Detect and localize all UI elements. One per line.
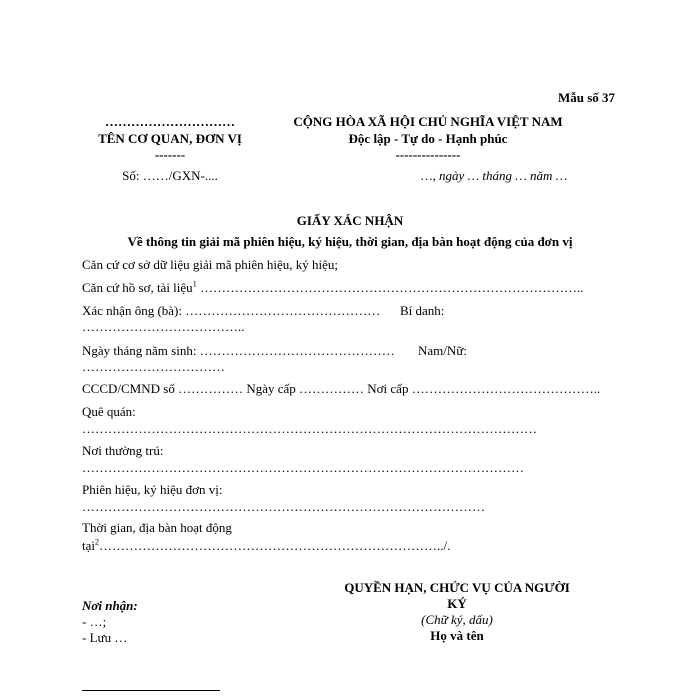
form-code: Mẫu số 37 bbox=[558, 90, 616, 105]
signature-note: (Chữ ký, dấu) bbox=[421, 612, 493, 627]
basis-database-line: Căn cứ cơ sở dữ liệu giải mã phiên hiệu, ký hiệu; bbox=[82, 257, 339, 272]
time-place-at: tại bbox=[82, 538, 95, 553]
basis-documents-label: Căn cứ hồ sơ, tài liệu bbox=[82, 280, 193, 295]
time-place-label: Thời gian, địa bàn hoạt động bbox=[82, 520, 232, 535]
document-subtitle: Về thông tin giải mã phiên hiệu, ký hiệu, thời gian, địa bàn hoạt động của đơn vị bbox=[127, 234, 573, 249]
confirm-person-dots: ……………………………….. bbox=[82, 319, 245, 334]
hometown-dots: …………………………………………………………………………………………… bbox=[82, 421, 537, 436]
signer-title-continued: KÝ bbox=[447, 596, 467, 611]
recipients-label: Nơi nhận: bbox=[82, 598, 138, 613]
document-title: GIẤY XÁC NHẬN bbox=[296, 213, 404, 228]
date-line: …, ngày … tháng … năm … bbox=[421, 168, 568, 183]
signer-title: QUYỀN HẠN, CHỨC VỤ CỦA NGƯỜI bbox=[344, 580, 570, 595]
footnote-ref-1: 1 bbox=[192, 279, 197, 289]
footnote-separator bbox=[82, 690, 220, 691]
id-card-field: CCCD/CMND số …………… Ngày cấp …………… Nơi cấp …………………………………….. bbox=[82, 381, 601, 396]
gender-label: Nam/Nữ: bbox=[418, 343, 467, 358]
motto-rule: --------------- bbox=[395, 147, 461, 162]
recipient-archive: - Lưu … bbox=[82, 630, 128, 645]
agency-name: TÊN CƠ QUAN, ĐƠN VỊ bbox=[98, 131, 242, 146]
unit-dots: ………………………………………………………………………………… bbox=[82, 499, 485, 514]
confirm-person-field: Xác nhận ông (bà): ……………………………………… bbox=[82, 303, 381, 318]
basis-documents-dots: …………………………………………………………………………….. bbox=[196, 280, 584, 295]
document-number: Số: ……/GXN-.... bbox=[122, 168, 218, 183]
alias-label: Bí danh: bbox=[400, 303, 445, 318]
date-of-birth-dots: …………………………… bbox=[82, 359, 225, 374]
footnote-ref-2: 2 bbox=[95, 537, 99, 547]
date-of-birth-field: Ngày tháng năm sinh: ……………………………………… bbox=[82, 343, 395, 358]
signer-name: Họ và tên bbox=[430, 628, 484, 643]
residence-label: Nơi thường trú: bbox=[82, 443, 164, 458]
agency-dots: ………………………… bbox=[105, 114, 235, 129]
hometown-label: Quê quán: bbox=[82, 404, 136, 419]
recipient-item: - …; bbox=[82, 614, 107, 629]
time-place-dots: ……………………………………………………………………../. bbox=[99, 538, 451, 553]
national-motto: Độc lập - Tự do - Hạnh phúc bbox=[348, 131, 508, 146]
agency-rule: ------- bbox=[154, 147, 186, 162]
basis-documents-line bbox=[82, 280, 583, 296]
unit-label: Phiên hiệu, ký hiệu đơn vị: bbox=[82, 482, 223, 497]
residence-dots: ………………………………………………………………………………………… bbox=[82, 460, 524, 475]
time-place-line bbox=[82, 538, 450, 554]
country-name: CỘNG HÒA XÃ HỘI CHỦ NGHĨA VIỆT NAM bbox=[293, 114, 563, 129]
